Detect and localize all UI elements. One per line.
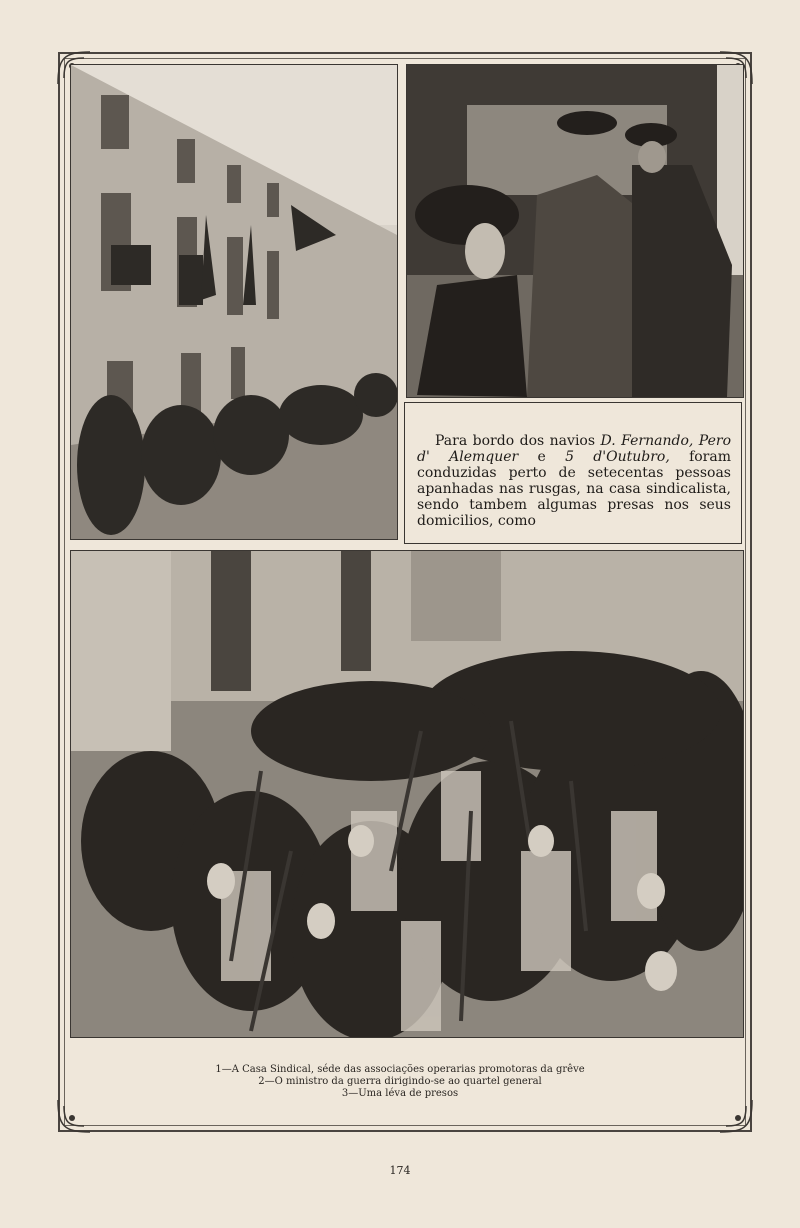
page-number: 174 bbox=[389, 1164, 411, 1177]
photo-ministro-guerra bbox=[406, 64, 744, 398]
photo-legend bbox=[70, 1064, 730, 1100]
caption-rest: foram conduzidas perto de setecentas pessoas apanhadas nas rusgas, na casa sindicalista, sendo tambem algumas presas nos seus domicilios, como bbox=[417, 449, 731, 529]
corner-ornament-icon bbox=[716, 1096, 756, 1136]
caption-paragraph bbox=[417, 433, 731, 529]
legend-line-3: 3—Uma léva de presos bbox=[341, 1088, 459, 1099]
caption-intro: Para bordo dos navios bbox=[435, 433, 601, 449]
corner-ornament-icon bbox=[54, 1096, 94, 1136]
legend-line-1: 1—A Casa Sindical, séde das associações operarias promotoras da grêve bbox=[215, 1064, 585, 1075]
legend-line-2: 2—O ministro da guerra dirigindo-se ao quartel general bbox=[258, 1076, 542, 1087]
caption-ship-names: D. Fernando, Pero d' Alemquer bbox=[417, 433, 731, 465]
caption-box bbox=[404, 402, 742, 544]
photo-casa-sindical bbox=[70, 64, 398, 540]
caption-ship-outubro: 5 d'Outubro, bbox=[565, 449, 670, 465]
photo-leva-presos bbox=[70, 550, 744, 1038]
caption-mid: e bbox=[518, 449, 566, 465]
